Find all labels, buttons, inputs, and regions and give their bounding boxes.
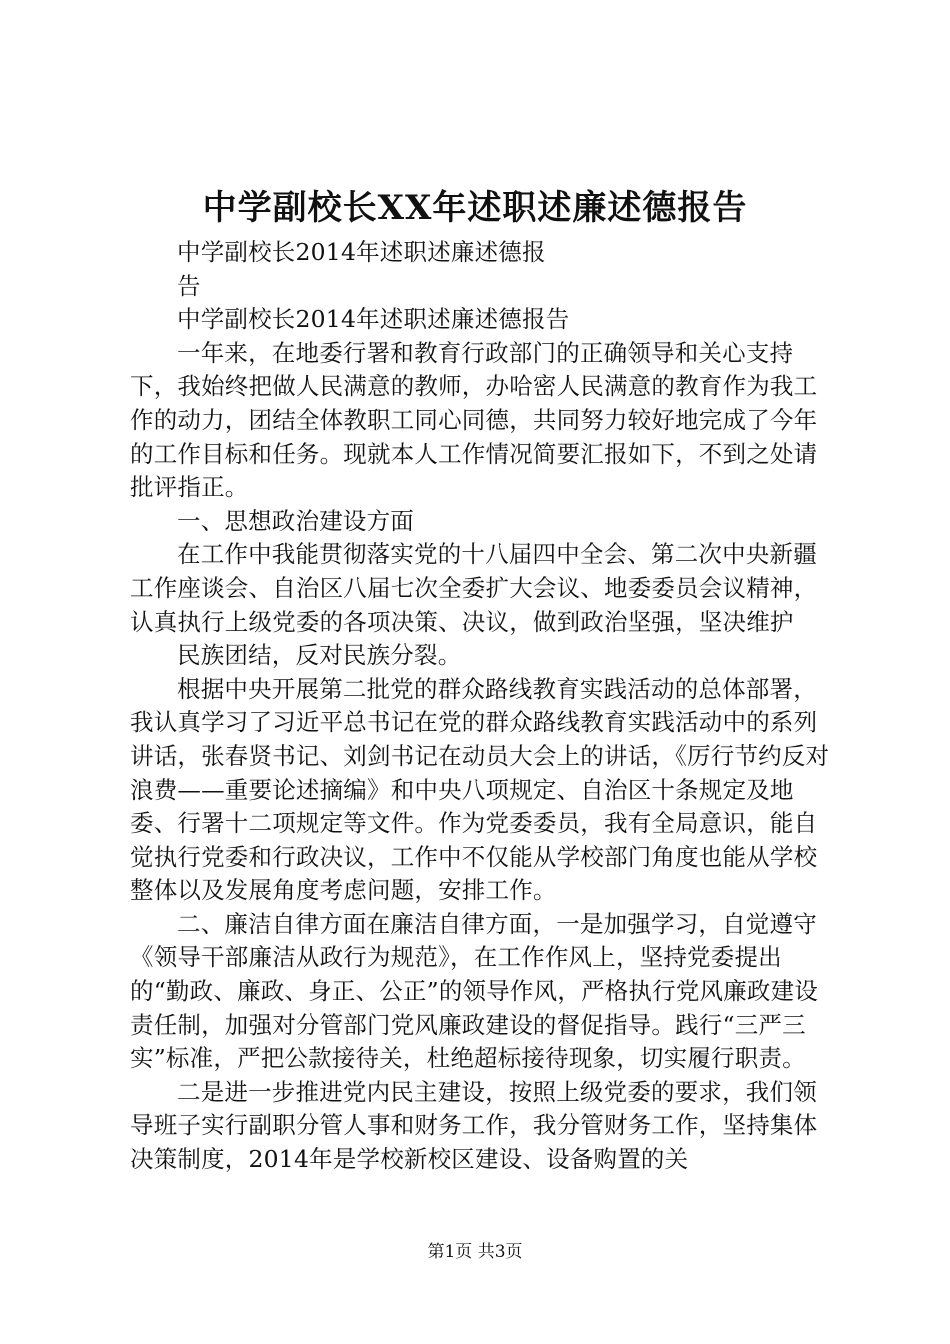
section-heading-political: 一、思想政治建设方面 — [177, 506, 414, 535]
subtitle-line-1: 中学副校长2014年述职述廉述德报 — [177, 238, 546, 266]
political-paragraph: 在工作中我能贯彻落实党的十八届四中全会、第二次中央新疆工作座谈会、自治区八届七次全委扩大会议、地委委员会议精神，认真执行上级党委的各项决策、决议，做到政治坚强，坚决维护 — [130, 540, 818, 636]
subtitle-line-2: 告 — [177, 271, 201, 300]
democracy-paragraph: 二是进一步推进党内民主建设，按照上级党委的要求，我们领导班子实行副职分管人事和财务工作，我分管财务工作，坚持集体决策制度，2014年是学校新校区建设、设备购置的关 — [130, 1077, 818, 1174]
integrity-paragraph: 二、廉洁自律方面在廉洁自律方面，一是加强学习，自觉遵守《领导干部廉洁从政行为规范》，在工作作风上，坚持党委提出的“勤政、廉政、身正、公正”的领导作风，严格执行党风廉政建设责任制，加强对分管部门党风廉政建设的督促指导。践行“三严三实”标准，严把公款接待关，杜绝超标接待现象，切实履行职责。 — [130, 909, 819, 1073]
report-heading: 中学副校长2014年述职述廉述德报告 — [177, 305, 570, 334]
document-body — [130, 236, 840, 1177]
study-paragraph: 根据中央开展第二批党的群众路线教育实践活动的总体部署，我认真学习了习近平总书记在党的群众路线教育实践活动中的系列讲话，张春贤书记、刘剑书记在动员大会上的讲话，《厉行节约反对浪费——重要论述摘编》和中央八项规定、自治区十条规定及地委、行署十二项规定等文件。作为党委委员，我有全局意识，能自觉执行党委和行政决议，工作中不仅能从学校部门角度也能从学校整体以及发展角度考虑问题，安排工作。 — [130, 674, 830, 905]
intro-paragraph: 一年来，在地委行署和教育行政部门的正确领导和关心支持下，我始终把做人民满意的教师，办哈密人民满意的教育作为我工作的动力，团结全体教职工同心同德，共同努力较好地完成了今年的工作目标和任务。现就本人工作情况简要汇报如下，不到之处请批评指正。 — [130, 338, 818, 502]
document-title: 中学副校长XX年述职述廉述德报告 — [202, 188, 748, 228]
page-number-footer: 第1页 共3页 — [427, 1242, 523, 1262]
political-paragraph-continued: 民族团结，反对民族分裂。 — [177, 641, 462, 670]
